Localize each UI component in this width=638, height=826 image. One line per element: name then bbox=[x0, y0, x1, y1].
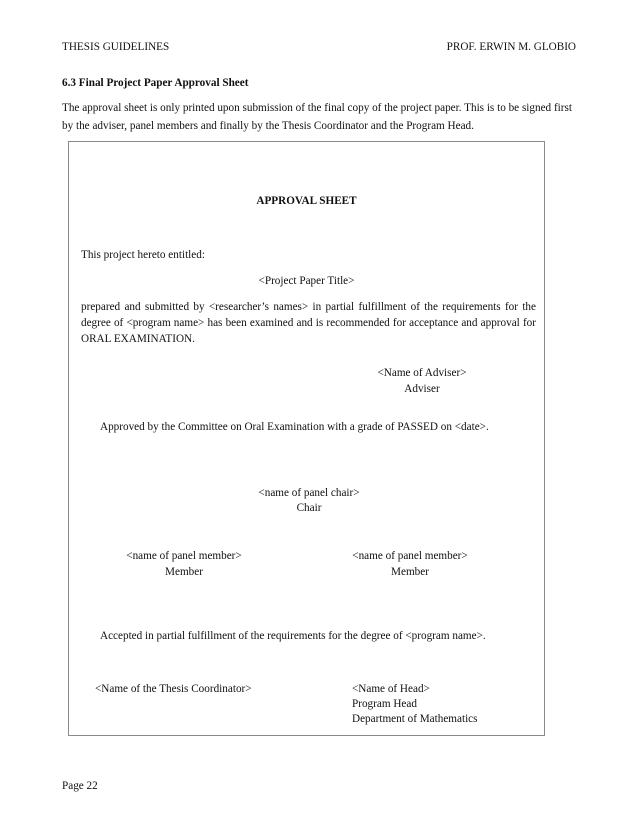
committee-approval-line: Approved by the Committee on Oral Examination with a grade of PASSED on <date>. bbox=[100, 421, 489, 433]
approval-sheet-frame bbox=[68, 141, 545, 736]
page-number: Page 22 bbox=[62, 780, 98, 792]
program-head-role: Program Head bbox=[352, 698, 417, 710]
project-title-placeholder: <Project Paper Title> bbox=[258, 275, 355, 287]
section-title: 6.3 Final Project Paper Approval Sheet bbox=[62, 77, 249, 89]
panel-member-2-role: Member bbox=[391, 566, 429, 578]
panel-member-2-name: <name of panel member> bbox=[352, 550, 468, 562]
entitled-line: This project hereto entitled: bbox=[81, 249, 205, 261]
panel-chair-name: <name of panel chair> bbox=[258, 487, 360, 499]
adviser-name: <Name of Adviser> bbox=[377, 367, 467, 379]
header-left-text: THESIS GUIDELINES bbox=[62, 41, 170, 53]
panel-member-1-role: Member bbox=[165, 566, 203, 578]
adviser-role: Adviser bbox=[404, 383, 440, 395]
header-right-text: PROF. ERWIN M. GLOBIO bbox=[446, 41, 576, 53]
program-head-name: <Name of Head> bbox=[352, 683, 430, 695]
acceptance-line: Accepted in partial fulfillment of the requirements for the degree of <program name>. bbox=[100, 630, 486, 642]
panel-member-1-name: <name of panel member> bbox=[126, 550, 242, 562]
approval-sheet-title: APPROVAL SHEET bbox=[256, 195, 357, 207]
thesis-coordinator-name: <Name of the Thesis Coordinator> bbox=[95, 683, 252, 695]
panel-chair-role: Chair bbox=[296, 502, 322, 514]
submission-paragraph: prepared and submitted by <researcher’s names> in partial fulfillment of the requirements for the degree of <program name> has been examined and is recommended for acceptance and approval for ORAL EXAMINATION. bbox=[81, 301, 536, 345]
section-intro-paragraph: The approval sheet is only printed upon submission of the final copy of the project paper. This is to be signed first by the adviser, panel members and finally by the Thesis Coordinator and the Program Head. bbox=[62, 102, 572, 132]
department-name: Department of Mathematics bbox=[352, 713, 478, 725]
